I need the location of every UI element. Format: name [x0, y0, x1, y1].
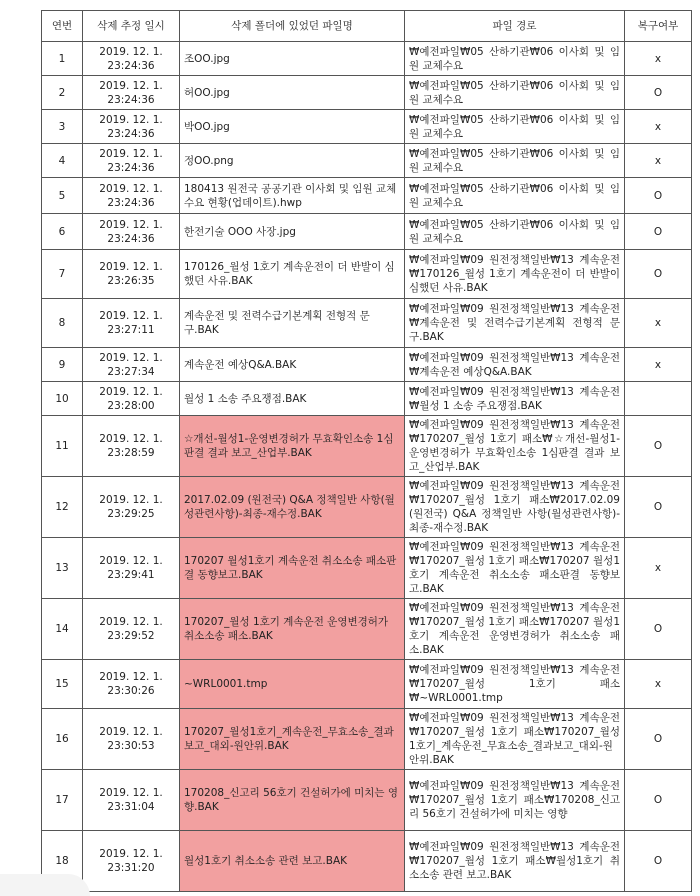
- file-path: ₩예전파일₩05 산하기관₩06 이사회 및 임원 교체수요: [409, 182, 620, 209]
- file-path: ₩예전파일₩09 원전정책일반₩13 계속운전 ₩170207_월성 1호기 패소₩170207 월성1호기 계속운전 운영변경허가 취소소송 패소.BAK: [409, 602, 620, 656]
- table-header-row: [42, 11, 692, 42]
- deleted-time: 23:24:36: [107, 93, 155, 106]
- table-row: [42, 299, 692, 348]
- deleted-datetime: [83, 214, 180, 250]
- table-row: [42, 144, 692, 178]
- row-number-text: 3: [58, 120, 66, 133]
- deleted-datetime: [83, 178, 180, 214]
- deleted-time: 23:29:52: [107, 630, 155, 642]
- deleted-time: 23:30:26: [107, 685, 155, 697]
- file-name: 허OO.jpg: [184, 86, 230, 99]
- row-number: [42, 42, 83, 76]
- deleted-datetime: [83, 831, 180, 892]
- header-serial: 연번: [42, 11, 83, 42]
- row-number-text: 17: [55, 794, 69, 806]
- file-name-cell: [180, 110, 405, 144]
- deleted-datetime: [83, 348, 180, 382]
- table-row: [42, 477, 692, 538]
- row-number-text: 7: [58, 268, 66, 280]
- deleted-time: 23:28:00: [107, 399, 155, 412]
- file-name: 170208_신고리 56호기 건설허가에 미치는 영향.BAK: [184, 787, 399, 813]
- recovery-status: [625, 214, 692, 250]
- row-number: [42, 538, 83, 599]
- file-path-cell: [405, 110, 625, 144]
- file-name-cell: [180, 144, 405, 178]
- row-number-text: 4: [58, 154, 66, 167]
- table-row: [42, 76, 692, 110]
- file-path: ₩예전파일₩09 원전정책일반₩13 계속운전 ₩170207_월성 1호기 패소₩2017.02.09 (원전국) Q&A 정책일반 사항(월성관련사항)-최종-재수정.BAK: [409, 480, 620, 534]
- file-name-cell: [180, 299, 405, 348]
- recovery-status-text: O: [653, 225, 663, 238]
- row-number: [42, 382, 83, 416]
- deleted-datetime: [83, 770, 180, 831]
- file-name-cell: [180, 538, 405, 599]
- file-path: ₩예전파일₩05 산하기관₩06 이사회 및 임원 교체수요: [409, 113, 620, 140]
- deleted-datetime: [83, 416, 180, 477]
- deleted-datetime: [83, 76, 180, 110]
- deleted-date: 2019. 12. 1.: [99, 113, 163, 126]
- file-path: ₩예전파일₩09 원전정책일반₩13 계속운전 ₩170207_월성 1호기 패소₩☆개선-월성1-운영변경허가 무효확인소송 1심판결 결과 보고_산업부.BAK: [409, 419, 620, 473]
- recovery-status: [625, 477, 692, 538]
- deleted-datetime: [83, 110, 180, 144]
- file-name-cell: [180, 348, 405, 382]
- table-row: [42, 709, 692, 770]
- file-name: 박OO.jpg: [184, 120, 230, 133]
- recovery-status: [625, 250, 692, 299]
- file-name: 월성1호기 취소소송 관련 보고.BAK: [184, 855, 348, 867]
- table-row: [42, 770, 692, 831]
- table-row: [42, 42, 692, 76]
- deleted-datetime: [83, 144, 180, 178]
- recovery-status-text: x: [654, 120, 662, 133]
- row-number-text: 10: [55, 392, 69, 405]
- recovery-status: [625, 709, 692, 770]
- recovery-status-text: O: [653, 855, 663, 867]
- file-path-cell: [405, 250, 625, 299]
- file-path-cell: [405, 709, 625, 770]
- file-name-cell: [180, 709, 405, 770]
- recovery-status: [625, 831, 692, 892]
- file-name-cell: [180, 178, 405, 214]
- table-row: [42, 416, 692, 477]
- deleted-datetime: [83, 250, 180, 299]
- row-number-text: 8: [58, 317, 66, 329]
- row-number-text: 1: [58, 52, 66, 65]
- header-deleted-time: 삭제 추정 일시: [83, 11, 180, 42]
- deleted-time: 23:29:25: [107, 508, 155, 520]
- row-number-text: 5: [58, 189, 66, 202]
- deleted-time: 23:31:04: [107, 801, 155, 813]
- deleted-time: 23:31:20: [107, 862, 155, 874]
- file-path: ₩예전파일₩09 원전정책일반₩13 계속운전 ₩170207_월성 1호기 패소₩170208_신고리 56호기 건설허가에 미치는 영향: [409, 780, 620, 820]
- file-name: 한전기술 OOO 사장.jpg: [184, 225, 296, 238]
- recovery-status: [625, 42, 692, 76]
- deleted-date: 2019. 12. 1.: [99, 494, 163, 506]
- file-name: 170126_월성 1호기 계속운전이 더 반발이 심했던 사유.BAK: [184, 261, 395, 287]
- deleted-date: 2019. 12. 1.: [99, 385, 163, 398]
- row-number: [42, 299, 83, 348]
- row-number-text: 2: [58, 86, 66, 99]
- deleted-datetime: [83, 382, 180, 416]
- file-path-cell: [405, 416, 625, 477]
- file-path-cell: [405, 770, 625, 831]
- deleted-date: 2019. 12. 1.: [99, 218, 163, 231]
- recovery-status: [625, 110, 692, 144]
- file-path: ₩예전파일₩09 원전정책일반₩13 계속운전 ₩170207_월성 1호기 패소₩170207_월성1호기_계속운전_무효소송_결과보고_대외-원안위.BAK: [409, 712, 620, 766]
- recovery-status-text: O: [653, 86, 663, 99]
- deleted-date: 2019. 12. 1.: [99, 310, 163, 322]
- deleted-datetime: [83, 538, 180, 599]
- file-name-cell: [180, 599, 405, 660]
- deleted-datetime: [83, 42, 180, 76]
- deleted-date: 2019. 12. 1.: [99, 555, 163, 567]
- file-path: ₩예전파일₩09 원전정책일반₩13 계속운전 ₩170126_월성 1호기 계속운전이 더 반발이 심했던 사유.BAK: [409, 254, 620, 294]
- row-number-text: 6: [58, 225, 66, 238]
- file-path-cell: [405, 299, 625, 348]
- recovery-status: [625, 382, 692, 416]
- deleted-date: 2019. 12. 1.: [99, 79, 163, 92]
- deleted-date: 2019. 12. 1.: [99, 182, 163, 195]
- deleted-date: 2019. 12. 1.: [99, 351, 163, 364]
- deleted-date: 2019. 12. 1.: [99, 787, 163, 799]
- deleted-date: 2019. 12. 1.: [99, 848, 163, 860]
- recovery-status-text: x: [654, 562, 662, 574]
- recovery-status: [625, 660, 692, 709]
- table-row: [42, 831, 692, 892]
- deleted-date: 2019. 12. 1.: [99, 45, 163, 58]
- deleted-time: 23:24:36: [107, 59, 155, 72]
- file-name-cell: [180, 76, 405, 110]
- file-path: ₩예전파일₩09 원전정책일반₩13 계속운전 ₩계속운전 예상Q&A.BAK: [409, 351, 620, 378]
- file-name-cell: [180, 42, 405, 76]
- recovery-status: [625, 770, 692, 831]
- recovery-status-text: O: [653, 189, 663, 202]
- file-name: 170207_월성 1호기 계속운전 운영변경허가 취소소송 패소.BAK: [184, 616, 389, 642]
- row-number-text: 11: [55, 440, 69, 452]
- recovery-status: [625, 348, 692, 382]
- header-file-path: 파일 경로: [405, 11, 625, 42]
- deleted-datetime: [83, 477, 180, 538]
- deleted-time: 23:24:36: [107, 232, 155, 245]
- header-recovery: 복구여부: [625, 11, 692, 42]
- deleted-time: 23:27:11: [107, 324, 155, 336]
- row-number: [42, 660, 83, 709]
- file-name-cell: [180, 477, 405, 538]
- deleted-date: 2019. 12. 1.: [99, 433, 163, 445]
- deleted-time: 23:24:36: [107, 161, 155, 174]
- deleted-datetime: [83, 599, 180, 660]
- recovery-status: [625, 144, 692, 178]
- file-path-cell: [405, 42, 625, 76]
- file-name: 170207_월성1호기_계속운전_무효소송_결과보고_대외-원안위.BAK: [184, 726, 394, 752]
- file-path-cell: [405, 144, 625, 178]
- table-row: [42, 214, 692, 250]
- file-name-cell: [180, 770, 405, 831]
- table-row: [42, 660, 692, 709]
- file-name: ~WRL0001.tmp: [184, 678, 268, 690]
- file-path: ₩예전파일₩09 원전정책일반₩13 계속운전 ₩계속운전 및 전력수급기본계획 전형적 문구.BAK: [409, 303, 620, 343]
- file-path: ₩예전파일₩05 산하기관₩06 이사회 및 임원 교체수요: [409, 218, 620, 245]
- recovery-status: [625, 538, 692, 599]
- recovery-status: [625, 299, 692, 348]
- deleted-date: 2019. 12. 1.: [99, 261, 163, 273]
- deleted-time: 23:28:59: [107, 447, 155, 459]
- file-name: 계속운전 및 전력수급기본계획 전형적 문구.BAK: [184, 310, 370, 336]
- row-number: [42, 178, 83, 214]
- recovery-status-text: O: [653, 794, 663, 806]
- recovery-status: [625, 416, 692, 477]
- deleted-date: 2019. 12. 1.: [99, 147, 163, 160]
- row-number: [42, 250, 83, 299]
- deleted-time: 23:26:35: [107, 275, 155, 287]
- deleted-time: 23:24:36: [107, 127, 155, 140]
- file-name: 170207 월성1호기 계속운전 취소소송 패소판결 동향보고.BAK: [184, 555, 397, 581]
- table-row: [42, 538, 692, 599]
- file-name-cell: [180, 831, 405, 892]
- file-path: ₩예전파일₩09 원전정책일반₩13 계속운전 ₩170207_월성 1호기 패소 ₩~WRL0001.tmp: [409, 664, 620, 704]
- table-body: [42, 42, 692, 892]
- file-path-cell: [405, 477, 625, 538]
- row-number-text: 13: [55, 562, 69, 574]
- file-path-cell: [405, 831, 625, 892]
- file-name: 180413 원전국 공공기관 이사회 및 임원 교체 수요 현황(업데이트).hwp: [184, 182, 397, 209]
- file-name: 월성 1 소송 주요쟁점.BAK: [184, 392, 307, 405]
- deleted-datetime: [83, 709, 180, 770]
- file-path: ₩예전파일₩05 산하기관₩06 이사회 및 임원 교체수요: [409, 147, 620, 174]
- deleted-date: 2019. 12. 1.: [99, 616, 163, 628]
- file-name-cell: [180, 416, 405, 477]
- row-number: [42, 214, 83, 250]
- file-path-cell: [405, 660, 625, 709]
- deleted-time: 23:24:36: [107, 196, 155, 209]
- recovery-status-text: O: [653, 733, 663, 745]
- recovery-status: [625, 599, 692, 660]
- table-row: [42, 382, 692, 416]
- row-number-text: 14: [55, 623, 69, 635]
- recovery-status-text: O: [653, 623, 663, 635]
- file-path-cell: [405, 348, 625, 382]
- row-number: [42, 770, 83, 831]
- row-number: [42, 76, 83, 110]
- table-row: [42, 110, 692, 144]
- file-path: ₩예전파일₩09 원전정책일반₩13 계속운전 ₩월성 1 소송 주요쟁점.BAK: [409, 385, 620, 412]
- recovery-status-text: O: [653, 268, 663, 280]
- recovery-status-text: x: [654, 358, 662, 371]
- file-path: ₩예전파일₩09 원전정책일반₩13 계속운전 ₩170207_월성 1호기 패소₩170207 월성1호기 계속운전 취소소송 패소판결 동향보고.BAK: [409, 541, 620, 595]
- file-path-cell: [405, 178, 625, 214]
- header-file-name: 삭제 폴더에 있었던 파일명: [180, 11, 405, 42]
- recovery-status-text: O: [653, 501, 663, 513]
- deleted-date: 2019. 12. 1.: [99, 726, 163, 738]
- corner-overlay: [0, 874, 90, 896]
- file-path: ₩예전파일₩05 산하기관₩06 이사회 및 임원 교체수요: [409, 79, 620, 106]
- row-number: [42, 709, 83, 770]
- table-row: [42, 599, 692, 660]
- row-number: [42, 110, 83, 144]
- file-name-cell: [180, 250, 405, 299]
- file-path-cell: [405, 76, 625, 110]
- file-path-cell: [405, 382, 625, 416]
- row-number-text: 12: [55, 501, 69, 513]
- file-name: 2017.02.09 (원전국) Q&A 정책일반 사항(월성관련사항)-최종-재수정.BAK: [184, 494, 395, 520]
- deleted-time: 23:27:34: [107, 365, 155, 378]
- file-name-cell: [180, 660, 405, 709]
- row-number-text: 9: [58, 358, 66, 371]
- recovery-status-text: x: [654, 154, 662, 167]
- row-number: [42, 144, 83, 178]
- table-row: [42, 348, 692, 382]
- deleted-time: 23:29:41: [107, 569, 155, 581]
- row-number: [42, 599, 83, 660]
- row-number: [42, 416, 83, 477]
- file-name: 정OO.png: [184, 154, 234, 167]
- deleted-time: 23:30:53: [107, 740, 155, 752]
- file-name: 조OO.jpg: [184, 52, 230, 65]
- deleted-date: 2019. 12. 1.: [99, 671, 163, 683]
- file-name-cell: [180, 214, 405, 250]
- table-row: [42, 178, 692, 214]
- file-path: ₩예전파일₩05 산하기관₩06 이사회 및 임원 교체수요: [409, 45, 620, 72]
- row-number-text: 16: [55, 733, 69, 745]
- deleted-datetime: [83, 660, 180, 709]
- row-number-text: 18: [55, 855, 69, 867]
- file-path-cell: [405, 214, 625, 250]
- row-number-text: 15: [55, 678, 69, 690]
- file-name-cell: [180, 382, 405, 416]
- file-path-cell: [405, 599, 625, 660]
- deleted-datetime: [83, 299, 180, 348]
- recovery-status-text: x: [654, 678, 662, 690]
- deleted-files-table: [41, 10, 692, 892]
- recovery-status-text: x: [654, 317, 662, 329]
- recovery-status-text: O: [653, 440, 663, 452]
- recovery-status: [625, 178, 692, 214]
- row-number: [42, 348, 83, 382]
- recovery-status: [625, 76, 692, 110]
- recovery-status-text: x: [654, 52, 662, 65]
- file-path-cell: [405, 538, 625, 599]
- table-row: [42, 250, 692, 299]
- file-name: ☆개선-월성1-운영변경허가 무효확인소송 1심판결 결과 보고_산업부.BAK: [184, 433, 394, 459]
- file-name: 계속운전 예상Q&A.BAK: [184, 358, 297, 371]
- file-path: ₩예전파일₩09 원전정책일반₩13 계속운전 ₩170207_월성 1호기 패소₩월성1호기 취소소송 관련 보고.BAK: [409, 841, 620, 881]
- row-number: [42, 477, 83, 538]
